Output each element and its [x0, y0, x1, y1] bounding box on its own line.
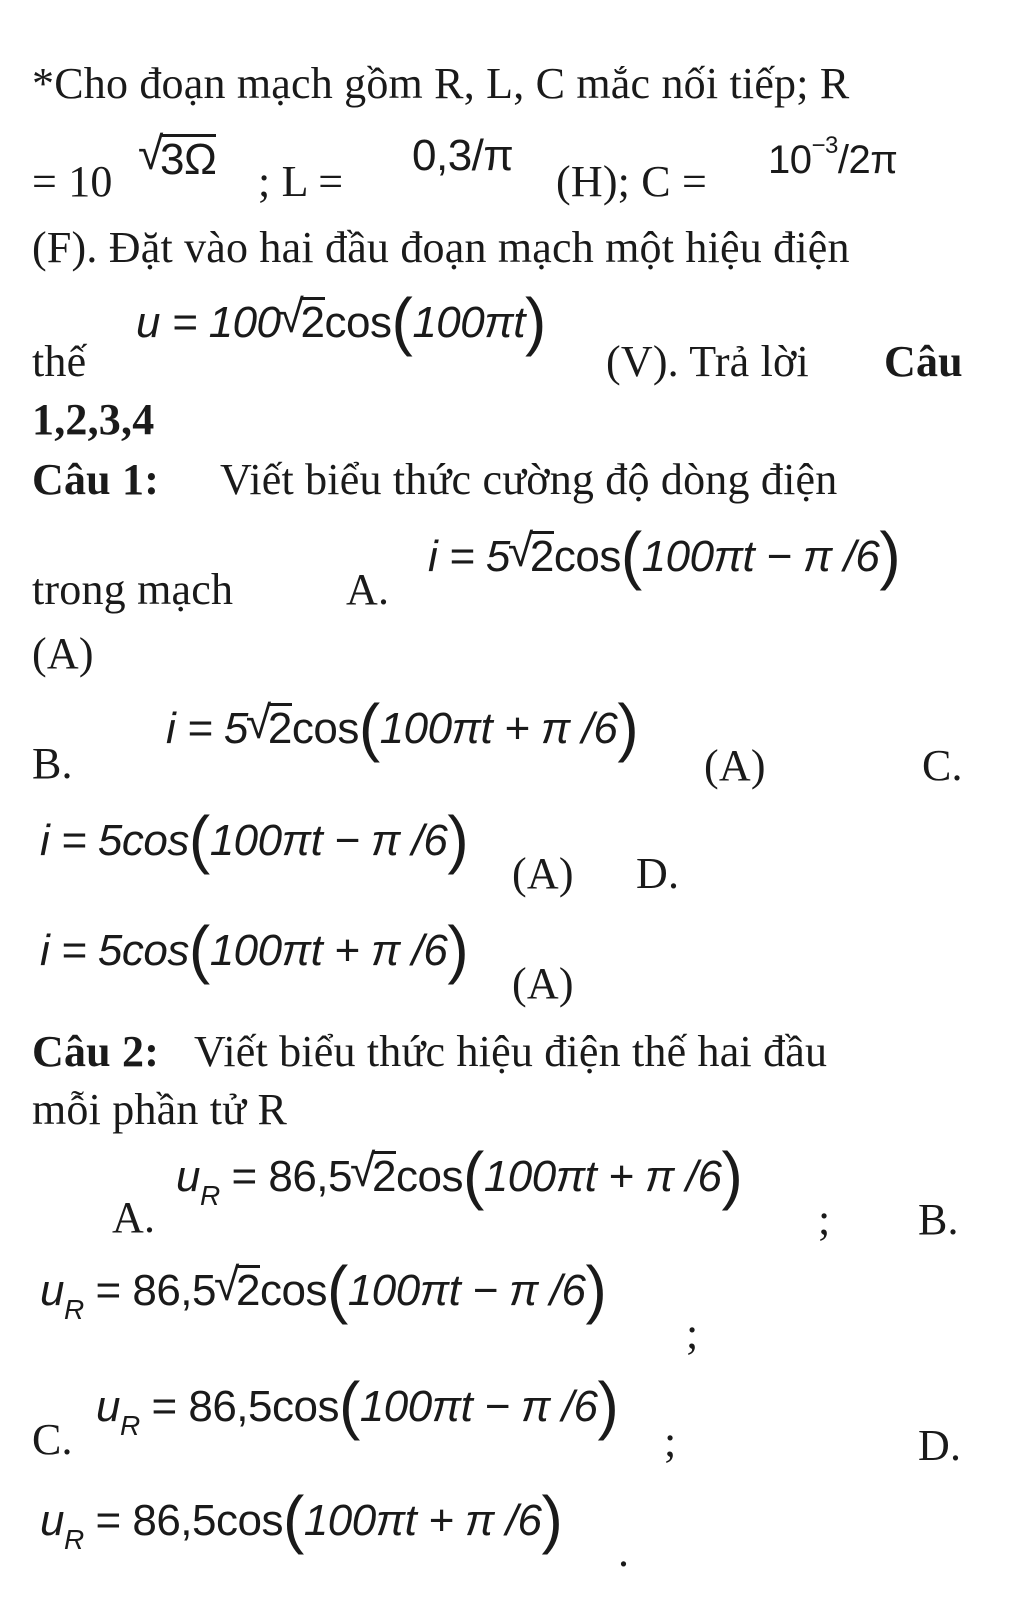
q2-label: Câu 2: [32, 1027, 160, 1076]
cau-word: Câu [884, 337, 963, 386]
q1-text: Viết biểu thức cường độ dòng điện [220, 455, 838, 504]
voltage-expression: u = 100√ 2cos(100πt) [136, 296, 546, 347]
q2-option-d-period: . [618, 1527, 630, 1576]
q2-option-a-label: A. [112, 1193, 156, 1242]
q2-option-c-expression: $u_R = 86,5\cos(100\pi t - \pi$ /6) [96, 1369, 619, 1441]
q1-option-a-unit: (A) [32, 629, 94, 678]
q1-label: Câu 1: [32, 455, 160, 504]
q1-option-b-expression: i = 5√ 2cos(100πt + π /6) [166, 702, 638, 753]
resistance-prefix: = 10 [32, 157, 113, 206]
q1-option-d-unit: (A) [512, 959, 574, 1008]
q1-option-c-unit: (A) [512, 849, 574, 898]
q2-text-2: mỗi phần tử R [32, 1085, 287, 1134]
q2-option-b-expression: $u_R = 86,5√$ 2cos(100πt − π /6) [40, 1264, 606, 1324]
inductance-value: 0,3/π [412, 131, 514, 180]
q1-option-d-label: D. [636, 849, 680, 898]
q1-option-b-label: B. [32, 739, 73, 788]
q2-option-c-label: C. [32, 1415, 73, 1464]
capacitance-value: $10^{-3}/2\pi$ [768, 132, 898, 182]
q1-option-d-expression: i = 5cos(100πt + π /6) [40, 913, 469, 985]
q2-option-b-semicolon: ; [686, 1309, 699, 1358]
q2-option-a-expression: $u_R = 86,5√$ 2cos(100πt + π /6) [176, 1150, 742, 1210]
q1-option-c-label: C. [922, 741, 963, 790]
the-word: thế [32, 337, 87, 386]
intro-line-3: (F). Đặt vào hai đầu đoạn mạch một hiệu điện [32, 223, 850, 272]
q2-option-c-semicolon: ; [664, 1417, 677, 1466]
q1-text-2: trong mạch [32, 565, 234, 614]
q1-option-a-label: A. [346, 565, 390, 614]
q2-option-d-label: D. [918, 1421, 962, 1470]
q1-option-a-expression: i = 5√ 2cos(100πt − π /6) [428, 530, 900, 581]
cau-list: 1,2,3,4 [32, 395, 155, 444]
inductance-prefix: ; L = [258, 157, 344, 206]
q2-option-a-semicolon: ; [818, 1195, 831, 1244]
q1-option-c-expression: i = 5cos(100πt − π /6) [40, 803, 469, 875]
resistance-value: √ 3Ω [140, 134, 216, 182]
q1-option-b-unit: (A) [704, 741, 766, 790]
inductance-unit: (H); C = [556, 157, 708, 206]
voltage-unit: (V). Trả lời [606, 337, 809, 386]
q2-option-d-expression: $u_R = 86,5\cos(100\pi t + \pi$ /6) [40, 1483, 563, 1555]
intro-line-1: *Cho đoạn mạch gồm R, L, C mắc nối tiếp; R [32, 59, 850, 108]
q2-text: Viết biểu thức hiệu điện thế hai đầu [194, 1027, 828, 1076]
q2-option-b-label: B. [918, 1195, 959, 1244]
